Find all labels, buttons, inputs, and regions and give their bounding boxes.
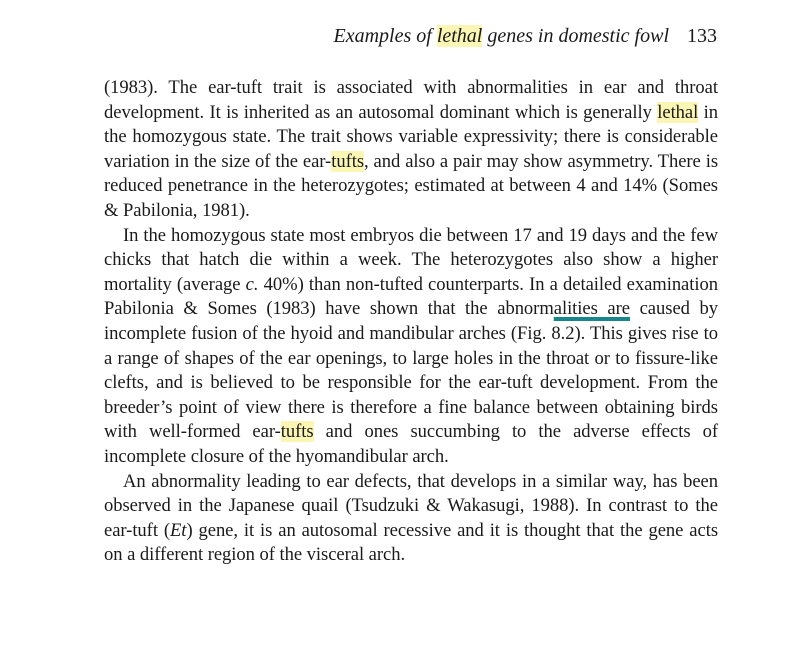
paragraph-2-italic-c: c. [245,273,259,295]
body-text [104,76,718,568]
highlight-tufts-2: tufts [280,421,314,443]
running-head-title [334,25,670,47]
highlight-lethal-header: lethal [436,25,483,47]
paragraph-1 [104,76,718,224]
paragraph-3-part-a: An abnormality leading to ear defects, that develops in a similar way, has been observed in the Japanese quail (Tsudzuki & Wakasugi, 1988). In contrast to the ear-tuft ( [104,470,718,541]
paragraph-3-italic-et: Et [170,519,187,541]
underline-annotation: alities are [553,298,630,320]
paragraph-2 [104,224,718,470]
paragraph-1-part-a: (1983). The ear-tuft trait is associated with abnormalities in ear and throat development. It is inherited as an autosomal dominant which is generally [104,77,718,123]
paragraph-1-part-b: in the homozygous state. The trait shows variable expressivity; there is considerable variation in the size of the ear- [104,101,719,172]
highlight-tufts-1: tufts [331,150,365,172]
paragraph-1-part-c: , and also a pair may show asymmetry. There is reduced penetrance in the heterozygotes; estimated at between 4 and 14% (Somes & Pabilonia, 1981). [104,150,718,221]
running-head-title-before: Examples of [333,25,437,47]
paragraph-3-part-b: ) gene, it is an autosomal recessive and it is thought that the gene acts on a different region of the visceral arch. [104,519,719,566]
page-number: 133 [687,25,717,47]
paragraph-2-part-b: 40%) than non-tufted counterparts. In a detailed examination Pabilonia & Somes (1983) have shown that the abnorm [104,273,718,320]
running-head [0,22,717,50]
paragraph-3 [104,470,718,568]
running-head-title-after: genes in domestic fowl [482,25,669,47]
paragraph-2-part-d: and ones succumbing to the adverse effects of incomplete closure of the hyomandibular arch. [104,421,719,467]
paragraph-2-part-c: caused by incomplete fusion of the hyoid and mandibular arches (Fig. 8.2). This gives rise to a range of shapes of the ear openings, to large holes in the throat or to fissure-like clefts, and is believed to be responsible for the ear-tuft development. From the breeder’s point of view there is therefore a fine balance between obtaining birds with well-formed ear- [104,298,719,443]
paragraph-2-part-a: In the homozygous state most embryos die between 17 and 19 days and the few chicks that hatch die within a week. The heterozygotes also show a higher mortality (average [104,224,718,295]
highlight-lethal: lethal [657,101,699,123]
